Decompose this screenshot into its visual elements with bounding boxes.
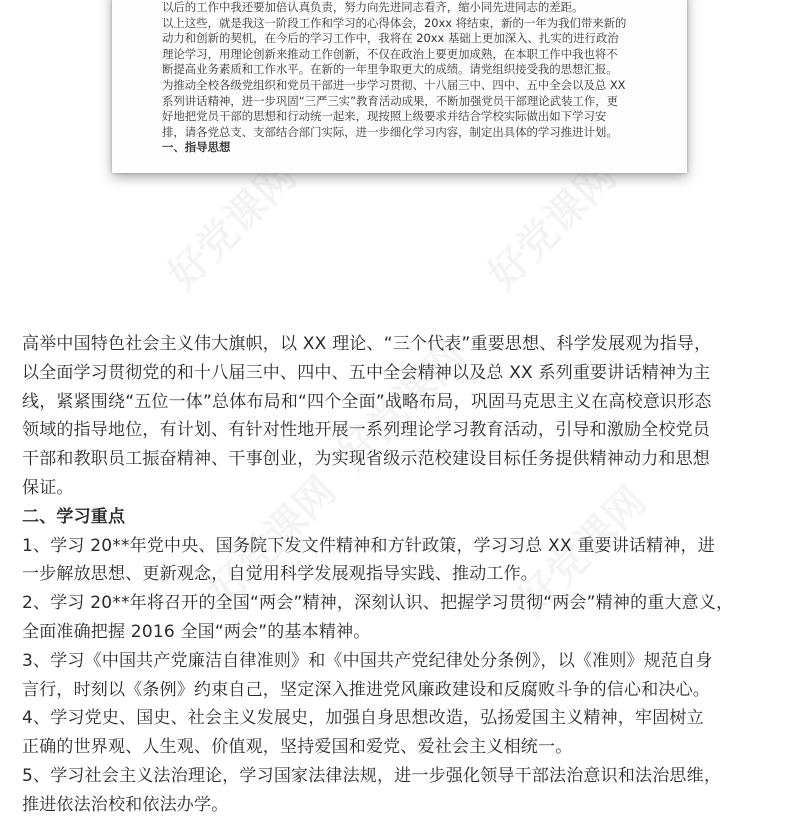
section-heading: 二、学习重点 [22, 506, 126, 527]
list-item-line: 正确的世界观、人生观、价值观，坚持爱国和爱党、爱社会主义相统一。 [22, 737, 573, 758]
preview-line: 为推动全校各级党组织和党员干部进一步学习贯彻、十八届三中、四中、五中全会以及总 XX [162, 78, 626, 92]
watermark: 好党课网 [199, 468, 346, 614]
preview-line: 以后的工作中我还要加倍认真负责，努力向先进同志看齐，缩小同先进同志的差距。 [162, 0, 584, 14]
preview-line: 排，请各党总支、支部结合部门实际，进一步细化学习内容，制定出具体的学习推进计划。 [162, 124, 618, 139]
paragraph-line: 以全面学习贯彻党的和十八届三中、四中、五中全会精神以及总 XX 系列重要讲话精神为主 [22, 362, 711, 383]
list-item-line: 全面准确把握 2016 全国“两会”的基本精神。 [22, 621, 371, 642]
watermark: 好党课网 [159, 153, 306, 299]
document-preview-card [112, 0, 687, 173]
list-item-line: 推进依法治校和依法办学。 [22, 794, 229, 815]
document-body [22, 330, 784, 820]
preview-line: 动力和创新的契机，在今后的学习工作中，我将在 20xx 基础上更加深入、扎实的进行政治 [162, 31, 619, 46]
preview-line: 断提高业务素质和工作水平。在新的一年里争取更大的成绩。请党组织接受我的思想汇报。 [162, 62, 618, 77]
preview-line: 好地把党员干部的思想和行动统一起来，现按照上级要求并结合学校实际做出如下学习安 [162, 109, 607, 124]
list-item-line: 4、学习党史、国史、社会主义发展史，加强自身思想改造，弘扬爱国主义精神，牢固树立 [22, 708, 704, 729]
watermark: 好党课网 [329, 333, 476, 479]
list-item-line: 3、学习《中国共产党廉洁自律准则》和《中国共产党纪律处分条例》，以《准则》规范自身 [22, 650, 713, 671]
preview-line: 以上这些，就是我这一阶段工作和学习的心得体会，20xx 将结束，新的一年为我们带来新的 [162, 15, 627, 30]
paragraph-line: 线，紧紧围绕“五位一体”总体布局和“四个全面”战略布局，巩固马克思主义在高校意识形态 [22, 391, 712, 412]
list-item-line: 5、学习社会主义法治理论，学习国家法律法规，进一步强化领导干部法治意识和法治思维， [22, 765, 722, 786]
preview-line: 理论学习，用理论创新来推动工作创新，不仅在政治上要更加成熟，在本职工作中我也将不 [162, 46, 618, 61]
paragraph-line: 保证。 [22, 477, 74, 498]
list-item-line: 一步解放思想、更新观念，自觉用科学发展观指导实践、推动工作。 [22, 564, 538, 585]
watermark: 好党课网 [479, 153, 626, 299]
watermark: 好党课网 [509, 478, 656, 624]
preview-heading: 一、指导思想 [162, 140, 231, 155]
list-item-line: 1、学习 20**年党中央、国务院下发文件精神和方针政策，学习习总 XX 重要讲话精神，进 [22, 535, 715, 556]
paragraph-line: 高举中国特色社会主义伟大旗帜，以 XX 理论、“三个代表”重要思想、科学发展观为指导， [22, 334, 712, 354]
preview-line: 系列讲话精神，进一步巩固“三严三实”教育活动成果，不断加强党员干部理论武装工作，更 [162, 93, 619, 108]
paragraph-line: 领域的指导地位，有计划、有针对性地开展一系列理论学习教育活动，引导和激励全校党员 [22, 420, 710, 441]
list-item-line: 言行，时刻以《条例》约束自己，坚定深入推进党风廉政建设和反腐败斗争的信心和决心。 [22, 679, 710, 700]
paragraph-line: 干部和教职员工振奋精神、干事创业，为实现省级示范校建设目标任务提供精神动力和思想 [22, 449, 710, 470]
list-item-line: 2、学习 20**年将召开的全国“两会”精神，深刻认识、把握学习贯彻“两会”精神的重大意义， [22, 593, 734, 614]
